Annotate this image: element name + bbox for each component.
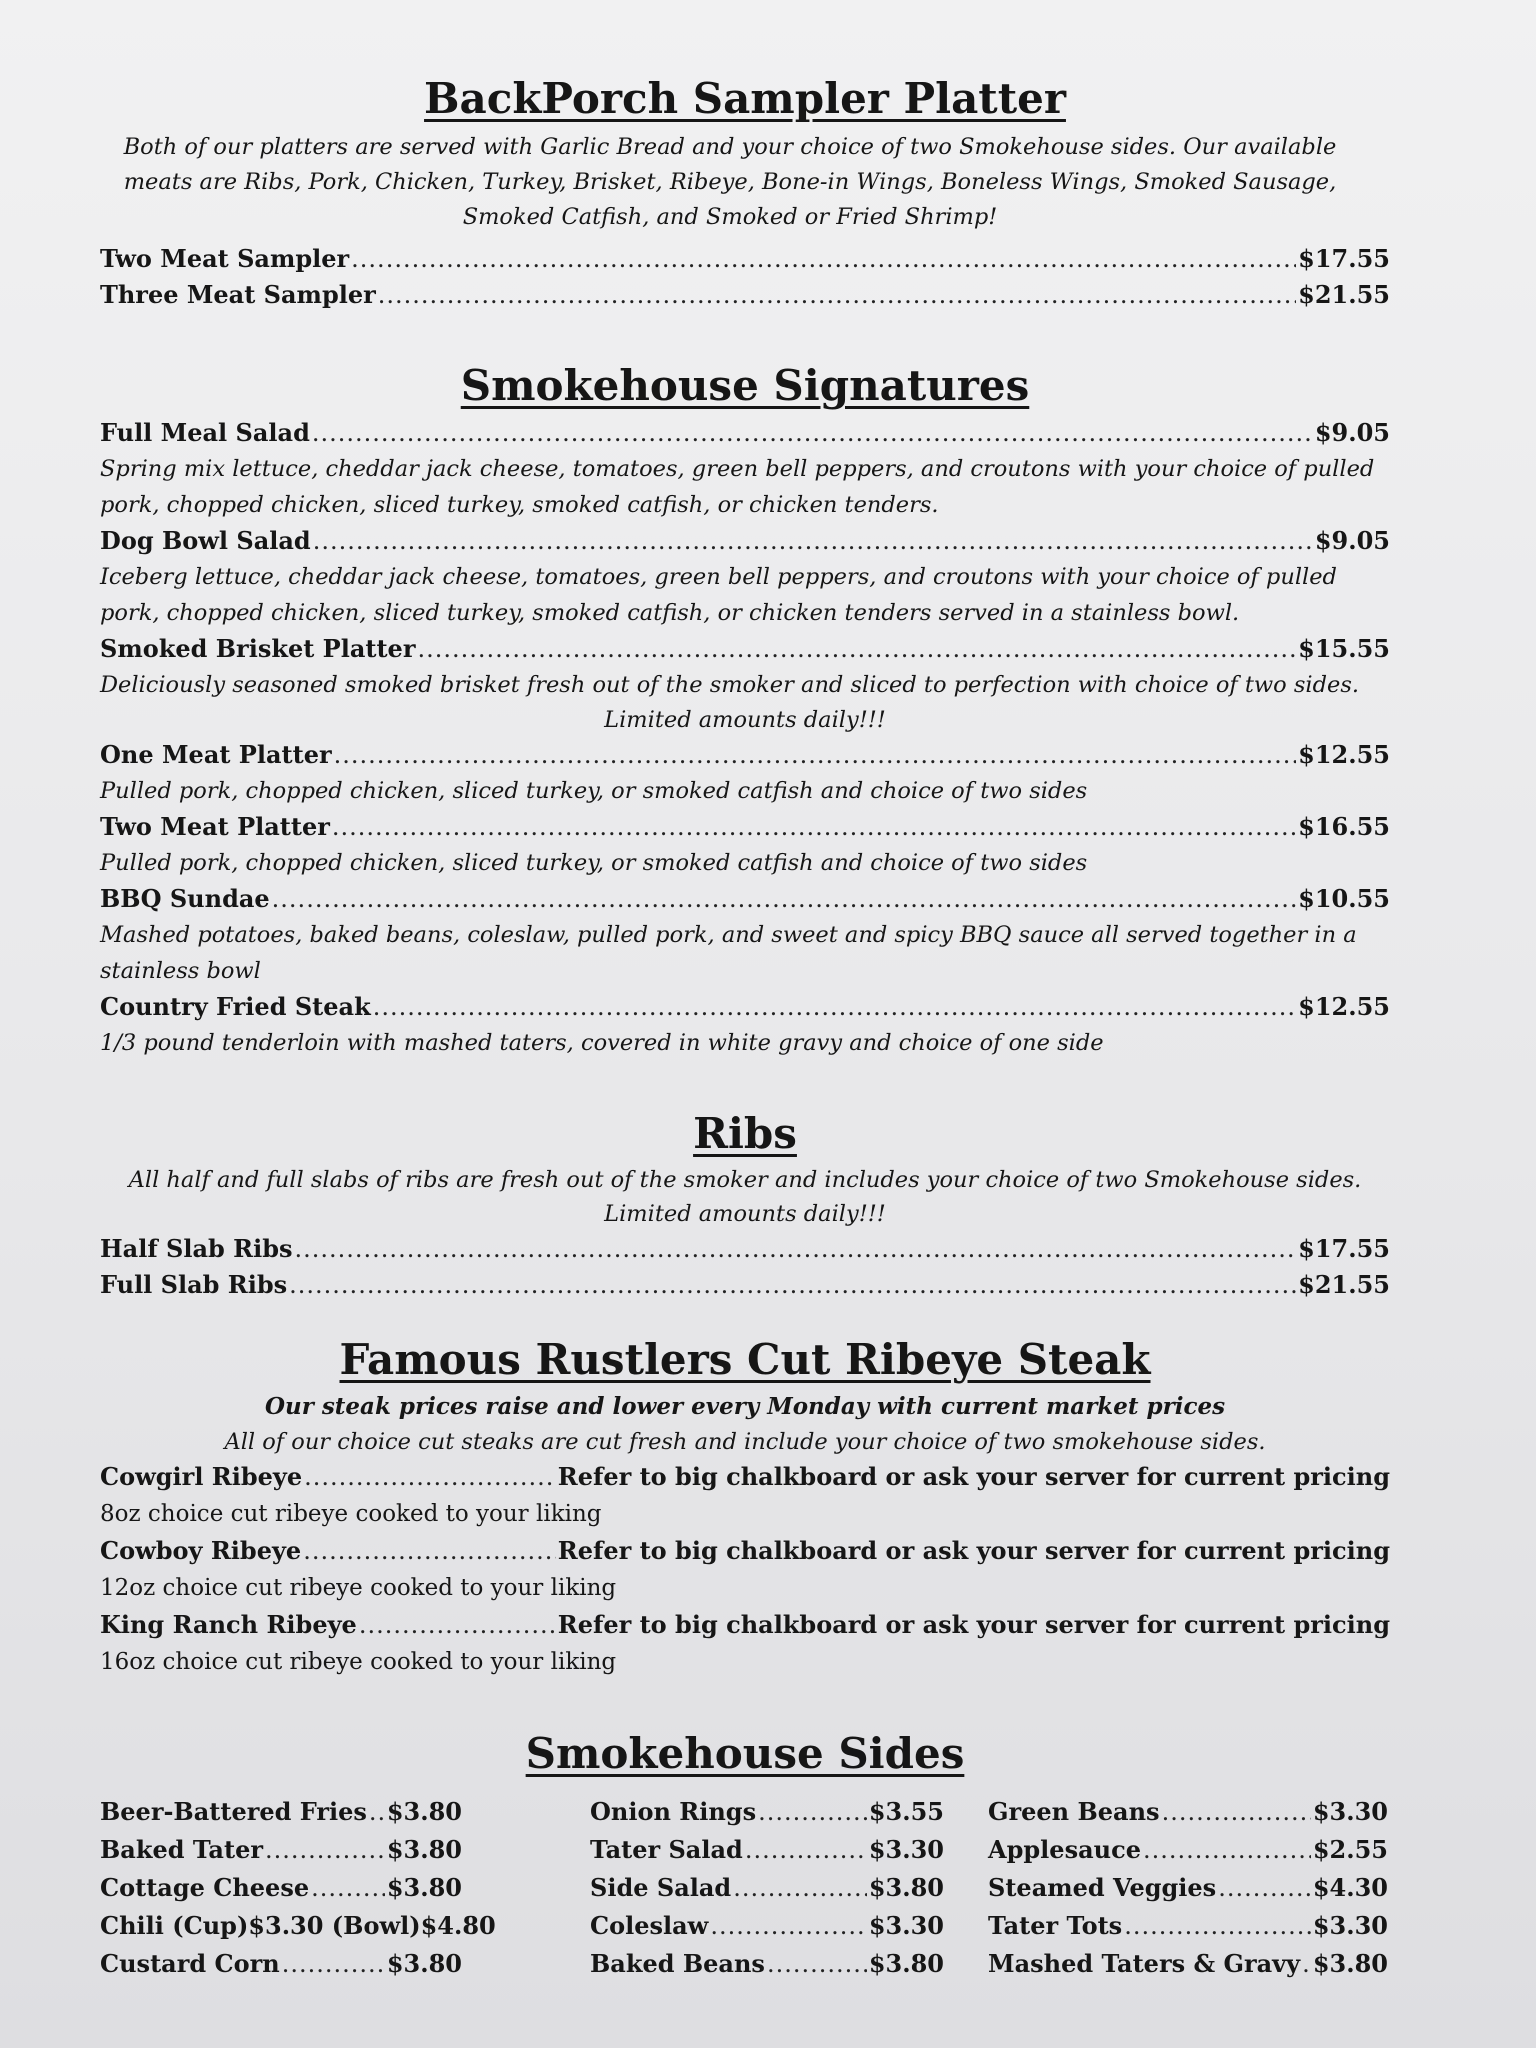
item-price: $17.55 bbox=[1298, 1234, 1390, 1263]
sampler-title: BackPorch Sampler Platter bbox=[424, 74, 1066, 123]
item-name: Dog Bowl Salad bbox=[100, 526, 311, 555]
side-item bbox=[100, 1945, 462, 1983]
leader-dots bbox=[351, 241, 1296, 277]
item-description: Mashed potatoes, baked beans, coleslaw, pulled pork, and sweet and spicy BBQ sauce all served together in a stainless bowl bbox=[100, 922, 1357, 984]
leader-dots bbox=[303, 1533, 556, 1569]
sides-section bbox=[100, 1725, 1390, 1983]
leader-dots bbox=[758, 1793, 867, 1831]
item-price: $17.55 bbox=[1298, 244, 1390, 273]
item-price: $3.80 bbox=[386, 1835, 462, 1864]
leader-dots bbox=[1218, 1869, 1311, 1907]
leader-dots bbox=[332, 809, 1296, 845]
item-price: $3.30 bbox=[868, 1835, 944, 1864]
item-price: Refer to big chalkboard or ask your server for current pricing bbox=[557, 1462, 1390, 1491]
item-note: Limited amounts daily!!! bbox=[604, 707, 886, 733]
menu-item bbox=[100, 523, 1390, 559]
leader-dots bbox=[313, 523, 1313, 559]
item-price: $21.55 bbox=[1298, 1270, 1390, 1299]
side-item bbox=[100, 1869, 462, 1907]
item-price: $3.80 bbox=[868, 1949, 944, 1978]
steak-notice: Our steak prices raise and lower every Monday with current market prices bbox=[264, 1393, 1226, 1420]
item-name: BBQ Sundae bbox=[100, 884, 270, 913]
item-description: 16oz choice cut ribeye cooked to your liking bbox=[100, 1649, 617, 1675]
leader-dots bbox=[373, 989, 1296, 1025]
side-item bbox=[590, 1793, 944, 1831]
side-item bbox=[100, 1831, 462, 1869]
sides-column-1 bbox=[100, 1793, 496, 1983]
item-price: $3.80 bbox=[386, 1873, 462, 1902]
sides-title: Smokehouse Sides bbox=[525, 1729, 965, 1778]
item-name: Country Fried Steak bbox=[100, 992, 371, 1021]
leader-dots bbox=[295, 1231, 1297, 1267]
side-item bbox=[988, 1869, 1388, 1907]
menu-item bbox=[100, 1607, 1390, 1643]
leader-dots bbox=[710, 1907, 867, 1945]
menu-item bbox=[100, 737, 1390, 773]
menu-item bbox=[100, 241, 1390, 277]
menu-item bbox=[100, 809, 1390, 845]
item-price: $10.55 bbox=[1298, 884, 1390, 913]
item-name: Full Slab Ribs bbox=[100, 1270, 288, 1299]
item-name: Two Meat Sampler bbox=[100, 244, 350, 273]
item-price: $3.80 bbox=[386, 1949, 462, 1978]
menu-item bbox=[100, 1231, 1390, 1267]
sampler-section bbox=[100, 70, 1390, 313]
item-price: $4.30 bbox=[1312, 1873, 1388, 1902]
leader-dots bbox=[1124, 1907, 1311, 1945]
item-description: Pulled pork, chopped chicken, sliced turkey, or smoked catfish and choice of two sides bbox=[100, 778, 1088, 804]
side-item bbox=[988, 1831, 1388, 1869]
item-description: Spring mix lettuce, cheddar jack cheese, tomatoes, green bell peppers, and croutons with your choice of pulled pork, chopped chicken, sliced turkey, smoked catfish, or chicken tenders. bbox=[100, 456, 1375, 518]
item-price: $3.30 bbox=[1312, 1911, 1388, 1940]
item-name: Mashed Taters & Gravy bbox=[988, 1949, 1301, 1978]
side-item bbox=[590, 1831, 944, 1869]
leader-dots bbox=[417, 631, 1296, 667]
side-item bbox=[590, 1945, 944, 1983]
side-item bbox=[100, 1907, 496, 1945]
menu-item bbox=[100, 1459, 1390, 1495]
leader-dots bbox=[359, 1607, 556, 1643]
item-name: One Meat Platter bbox=[100, 740, 332, 769]
item-name: Cottage Cheese bbox=[100, 1873, 310, 1902]
item-price: $12.55 bbox=[1298, 992, 1390, 1021]
item-price: $12.55 bbox=[1298, 740, 1390, 769]
leader-dots bbox=[767, 1945, 867, 1983]
sides-columns bbox=[100, 1793, 1390, 1983]
item-name: Smoked Brisket Platter bbox=[100, 634, 416, 663]
menu-item bbox=[100, 881, 1390, 917]
item-description: Iceberg lettuce, cheddar jack cheese, tomatoes, green bell peppers, and croutons with your choice of pulled pork, chopped chicken, sliced turkey, smoked catfish, or chicken tenders served in a stainless bowl. bbox=[100, 564, 1337, 626]
item-name: Half Slab Ribs bbox=[100, 1234, 293, 1263]
item-name: Cowboy Ribeye bbox=[100, 1536, 302, 1565]
item-name: Chili (Cup)$3.30 (Bowl)$4.80 bbox=[100, 1911, 496, 1940]
leader-dots bbox=[311, 1869, 385, 1907]
menu-item bbox=[100, 1267, 1390, 1303]
sides-column-3 bbox=[988, 1793, 1388, 1983]
item-price: $3.30 bbox=[868, 1911, 944, 1940]
item-price: Refer to big chalkboard or ask your server for current pricing bbox=[557, 1536, 1390, 1565]
item-name: Beer-Battered Fries bbox=[100, 1797, 367, 1826]
item-name: Tater Salad bbox=[590, 1835, 743, 1864]
item-name: Three Meat Sampler bbox=[100, 280, 376, 309]
item-description: 12oz choice cut ribeye cooked to your liking bbox=[100, 1575, 617, 1601]
item-name: Custard Corn bbox=[100, 1949, 280, 1978]
leader-dots bbox=[312, 415, 1313, 451]
steak-intro: All of our choice cut steaks are cut fresh and include your choice of two smokehouse sides. bbox=[224, 1429, 1266, 1455]
side-item bbox=[988, 1793, 1388, 1831]
item-description: Pulled pork, chopped chicken, sliced turkey, or smoked catfish and choice of two sides bbox=[100, 850, 1088, 876]
leader-dots bbox=[1162, 1793, 1311, 1831]
item-name: Coleslaw bbox=[590, 1911, 709, 1940]
item-name: Steamed Veggies bbox=[988, 1873, 1217, 1902]
item-price: $3.80 bbox=[1312, 1949, 1388, 1978]
leader-dots bbox=[733, 1869, 867, 1907]
item-description: 8oz choice cut ribeye cooked to your liking bbox=[100, 1501, 602, 1527]
item-name: Side Salad bbox=[590, 1873, 732, 1902]
ribs-note: Limited amounts daily!!! bbox=[604, 1201, 886, 1227]
leader-dots bbox=[745, 1831, 867, 1869]
item-price: $3.80 bbox=[386, 1797, 462, 1826]
ribs-section bbox=[100, 1105, 1390, 1303]
leader-dots bbox=[304, 1459, 556, 1495]
leader-dots bbox=[265, 1831, 385, 1869]
item-name: Onion Rings bbox=[590, 1797, 757, 1826]
item-price: $15.55 bbox=[1298, 634, 1390, 663]
menu-item bbox=[100, 277, 1390, 313]
item-price: $3.55 bbox=[868, 1797, 944, 1826]
item-name: Tater Tots bbox=[988, 1911, 1123, 1940]
item-price: Refer to big chalkboard or ask your server for current pricing bbox=[557, 1610, 1390, 1639]
item-price: $9.05 bbox=[1314, 418, 1390, 447]
leader-dots bbox=[1302, 1945, 1311, 1983]
side-item bbox=[590, 1869, 944, 1907]
item-price: $3.30 bbox=[1312, 1797, 1388, 1826]
sampler-intro: Both of our platters are served with Garlic Bread and your choice of two Smokehouse sides. Our available meats are Ribs, Pork, Chicken, Turkey, Brisket, Ribeye, Bone-in Wings, Boneless Wings, Smoked Sausage, Smoked Catfish, and Smoked or Fried Shrimp! bbox=[123, 134, 1337, 230]
item-price: $21.55 bbox=[1298, 280, 1390, 309]
leader-dots bbox=[369, 1793, 385, 1831]
item-name: King Ranch Ribeye bbox=[100, 1610, 357, 1639]
item-name: Applesauce bbox=[988, 1835, 1141, 1864]
item-description: Deliciously seasoned smoked brisket fresh out of the smoker and sliced to perfection with choice of two sides. bbox=[100, 672, 1360, 698]
menu-content bbox=[100, 70, 1390, 1983]
menu-item bbox=[100, 415, 1390, 451]
side-item bbox=[988, 1945, 1388, 1983]
item-price: $9.05 bbox=[1314, 526, 1390, 555]
leader-dots bbox=[378, 277, 1296, 313]
side-item bbox=[590, 1907, 944, 1945]
item-name: Full Meal Salad bbox=[100, 418, 310, 447]
side-item bbox=[988, 1907, 1388, 1945]
item-name: Cowgirl Ribeye bbox=[100, 1462, 303, 1491]
item-name: Two Meat Platter bbox=[100, 812, 330, 841]
ribs-intro: All half and full slabs of ribs are fresh out of the smoker and includes your choice of two Smokehouse sides. bbox=[128, 1167, 1362, 1193]
side-item bbox=[100, 1793, 462, 1831]
item-description: 1/3 pound tenderloin with mashed taters, covered in white gravy and choice of one side bbox=[100, 1030, 1104, 1056]
item-name: Green Beans bbox=[988, 1797, 1160, 1826]
menu-item bbox=[100, 631, 1390, 667]
sides-column-2 bbox=[590, 1793, 944, 1983]
steak-title: Famous Rustlers Cut Ribeye Steak bbox=[339, 1335, 1151, 1384]
signatures-title: Smokehouse Signatures bbox=[460, 361, 1030, 410]
item-price: $3.80 bbox=[868, 1873, 944, 1902]
item-name: Baked Beans bbox=[590, 1949, 765, 1978]
ribs-title: Ribs bbox=[693, 1109, 797, 1158]
item-name: Baked Tater bbox=[100, 1835, 263, 1864]
steak-section bbox=[100, 1331, 1390, 1681]
leader-dots bbox=[1143, 1831, 1311, 1869]
signatures-section bbox=[100, 357, 1390, 1061]
item-price: $2.55 bbox=[1312, 1835, 1388, 1864]
menu-item bbox=[100, 989, 1390, 1025]
leader-dots bbox=[289, 1267, 1296, 1303]
item-price: $16.55 bbox=[1298, 812, 1390, 841]
leader-dots bbox=[282, 1945, 385, 1983]
menu-item bbox=[100, 1533, 1390, 1569]
leader-dots bbox=[272, 881, 1296, 917]
leader-dots bbox=[334, 737, 1297, 773]
